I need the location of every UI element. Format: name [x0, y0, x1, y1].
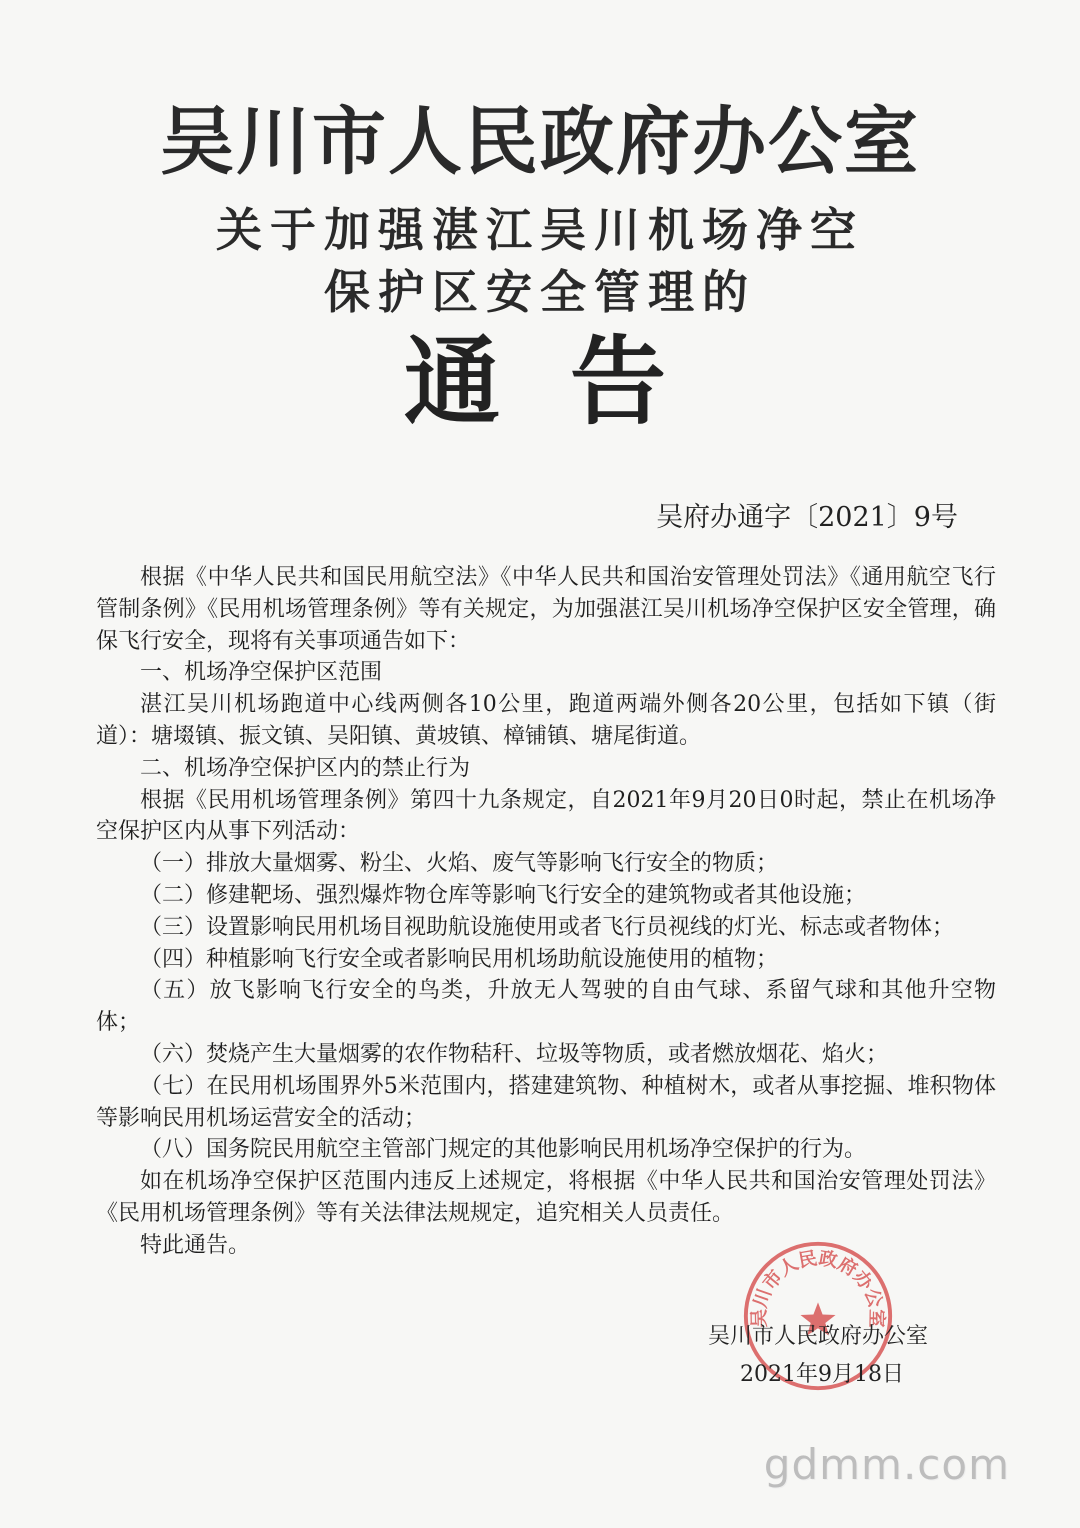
subtitle-line-2: 保护区安全管理的 — [324, 265, 756, 319]
section-heading-1: 一、机场净空保护区范围 — [140, 660, 383, 686]
subtitle-line-1: 关于加强湛江吴川机场净空 — [216, 203, 864, 257]
signature-org: 吴川市人民政府办公室 — [708, 1324, 929, 1349]
document-number: 吴府办通字〔2021〕9号 — [656, 502, 958, 533]
paragraph-intro: 根据《中华人民共和国民用航空法》《中华人民共和国治安管理处罚法》《通用航空飞行管制条例》《民用机场管理条例》等有关规定，为加强湛江吴川机场净空保护区安全管理，确保飞行安全，现将有关事项通告如下： — [96, 565, 996, 654]
site-watermark: gdmm.com — [763, 1440, 1010, 1489]
list-item: （五）放飞影响飞行安全的鸟类，升放无人驾驶的自由气球、系留气球和其他升空物体； — [96, 978, 996, 1036]
notice-body — [96, 562, 996, 1262]
issuer-title: 吴川市人民政府办公室 — [160, 99, 920, 185]
paragraph-penalty: 如在机场净空保护区范围内违反上述规定，将根据《中华人民共和国治安管理处罚法》《民用机场管理条例》等有关法律法规规定，追究相关人员责任。 — [96, 1169, 996, 1226]
paragraph-closing: 特此通告。 — [140, 1232, 251, 1258]
list-item: （一）排放大量烟雾、粉尘、火焰、废气等影响飞行安全的物质； — [140, 851, 779, 877]
notice-heading: 通告 — [404, 325, 736, 438]
list-item: （二）修建靶场、强烈爆炸物仓库等影响飞行安全的建筑物或者其他设施； — [140, 882, 867, 908]
signature-date: 2021年9月18日 — [740, 1362, 904, 1387]
list-item: （七）在民用机场围界外5米范围内，搭建建筑物、种植树木，或者从事挖掘、堆积物体等影响民用机场运营安全的活动； — [96, 1073, 996, 1131]
list-item: （六）焚烧产生大量烟雾的农作物秸秆、垃圾等物质，或者燃放烟花、焰火； — [140, 1041, 889, 1067]
paragraph-prohibition-intro: 根据《民用机场管理条例》第四十九条规定，自2021年9月20日0时起，禁止在机场净空保护区内从事下列活动： — [96, 787, 996, 845]
section-heading-2: 二、机场净空保护区内的禁止行为 — [140, 755, 471, 781]
list-item: （三）设置影响民用机场目视助航设施使用或者飞行员视线的灯光、标志或者物体； — [140, 914, 955, 940]
list-item: （八）国务院民用航空主管部门规定的其他影响民用机场净空保护的行为。 — [140, 1137, 867, 1163]
seal-text: 吴川市人民政府办公室 — [749, 1248, 887, 1328]
paragraph-scope: 湛江吴川机场跑道中心线两侧各10公里，跑道两端外侧各20公里，包括如下镇（街道）：塘㙍镇、振文镇、吴阳镇、黄坡镇、樟铺镇、塘尾街道。 — [96, 692, 996, 749]
list-item: （四）种植影响飞行安全或者影响民用机场助航设施使用的植物； — [140, 946, 779, 972]
